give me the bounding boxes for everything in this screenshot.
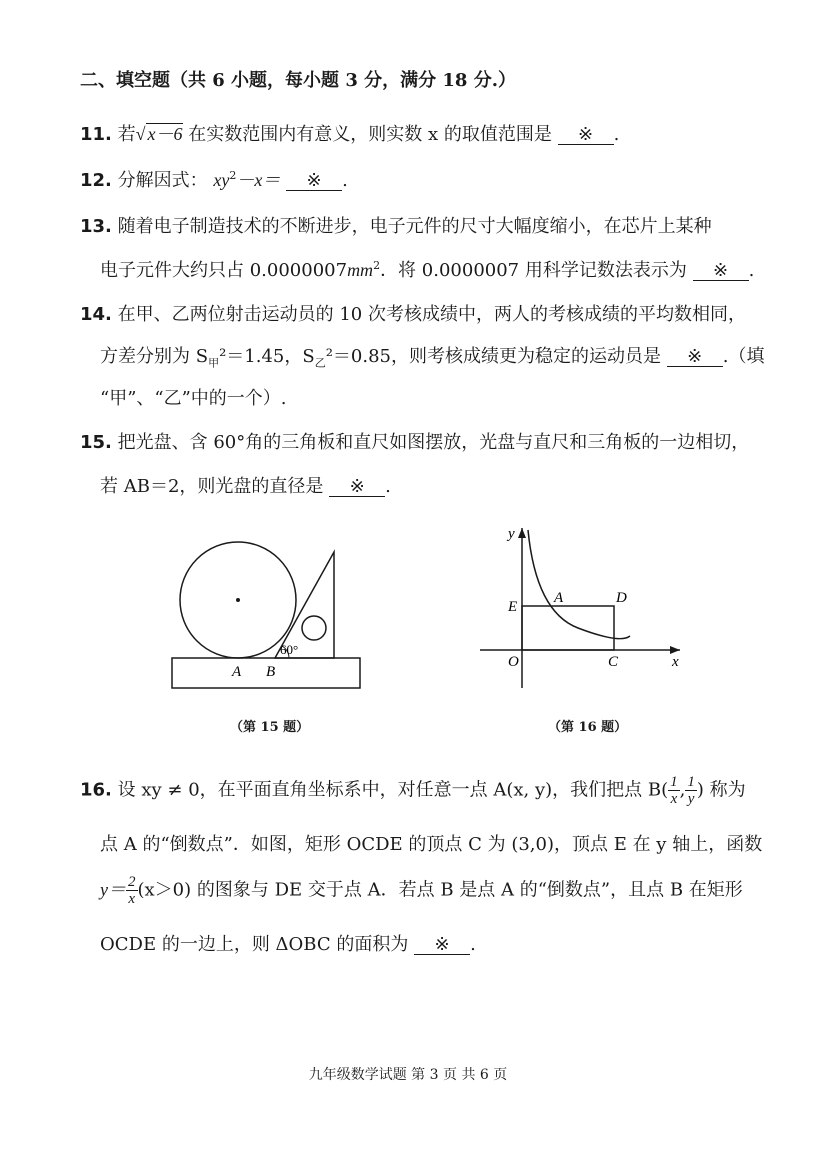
label-x: x <box>672 654 679 670</box>
question-text: 若 <box>117 124 136 145</box>
punctuation: . <box>385 476 391 497</box>
figure-16 <box>470 520 690 695</box>
math-expression: －x＝ <box>236 170 281 190</box>
radicand: x－6 <box>147 124 183 144</box>
question-15-line-1 <box>80 428 749 454</box>
math-expression: xy <box>213 170 230 190</box>
unit: mm <box>347 260 374 280</box>
question-number: 16. <box>80 779 112 801</box>
numerator: 1 <box>670 774 678 790</box>
question-13-line-1 <box>80 212 712 238</box>
angle-label: 60° <box>280 642 299 657</box>
question-text: y＝ <box>100 879 126 900</box>
radical-sign: √ <box>135 124 146 144</box>
question-text: 在甲、乙两位射击运动员的 10 次考核成绩中，两人的考核成绩的平均数相同， <box>117 304 746 325</box>
answer-blank: ※ <box>286 172 342 191</box>
figure-15-caption: （第 15 题） <box>230 720 310 735</box>
label-e: E <box>508 599 518 615</box>
question-text: OCDE 的一边上，则 ΔOBC 的面积为 <box>100 934 409 955</box>
question-text: ²＝0.85，则考核成绩更为稳定的运动员是 <box>325 346 661 367</box>
label-a: A <box>554 590 564 606</box>
question-text: ) 称为 <box>696 779 746 801</box>
y-axis-arrow <box>518 528 526 538</box>
subscript: 甲 <box>208 356 220 370</box>
punctuation: . <box>470 934 476 955</box>
question-number: 15. <box>80 432 112 453</box>
fraction <box>668 774 680 807</box>
punctuation: . <box>748 260 755 281</box>
answer-blank: ※ <box>558 126 614 145</box>
exponent: 2 <box>229 169 237 182</box>
question-text: 在实数范围内有意义，则实数 x 的取值范围是 <box>188 124 552 145</box>
figure-15 <box>160 540 380 700</box>
label-b: B <box>266 664 276 680</box>
question-number: 11. <box>80 124 112 145</box>
question-16-line-3 <box>100 874 743 907</box>
question-13-line-2 <box>100 256 754 282</box>
question-11 <box>80 120 619 146</box>
numerator: 2 <box>128 874 136 890</box>
question-number: 13. <box>80 216 112 237</box>
question-text: ．将 0.0000007 用科学记数法表示为 <box>380 260 687 281</box>
question-text: 若 AB＝2，则光盘的直径是 <box>100 476 324 497</box>
question-16-line-2: 点 A 的“倒数点”．如图，矩形 OCDE 的顶点 C 为 (3,0)，顶点 E 在 y 轴上，函数 <box>100 834 763 855</box>
answer-blank: ※ <box>414 936 470 955</box>
question-15-line-2 <box>100 472 391 498</box>
label-d: D <box>616 590 627 606</box>
question-number: 12. <box>80 170 112 191</box>
question-text: (x＞0) 的图象与 DE 交于点 A．若点 B 是点 A 的“倒数点”，且点 B 在矩形 <box>137 879 743 901</box>
exponent: 2 <box>373 259 381 272</box>
label-a: A <box>232 664 242 680</box>
question-text: 分解因式： <box>117 170 208 191</box>
label-c: C <box>608 654 619 670</box>
section-title: 二、填空题（共 6 小题，每小题 3 分，满分 18 分.） <box>80 70 516 91</box>
label-o: O <box>508 654 519 670</box>
question-14-line-3: “甲”、“乙”中的一个）. <box>100 388 287 409</box>
answer-blank: ※ <box>693 262 749 281</box>
page-footer: 九年级数学试题 第 3 页 共 6 页 <box>308 1067 508 1083</box>
label-y: y <box>508 526 515 542</box>
question-14-line-1 <box>80 300 746 326</box>
question-text: 把光盘、含 60°角的三角板和直尺如图摆放，光盘与直尺和三角板的一边相切， <box>117 432 750 453</box>
question-text: ²＝1.45，S <box>219 346 315 367</box>
denominator: x <box>670 791 678 807</box>
question-text: 设 xy ≠ 0，在平面直角坐标系中，对任意一点 A(x, y)，我们把点 B( <box>117 779 669 801</box>
question-12 <box>80 166 348 192</box>
question-number: 14. <box>80 304 112 325</box>
rectangle-ocde <box>522 606 614 650</box>
numerator: 1 <box>687 774 695 790</box>
question-16-line-4 <box>100 930 476 956</box>
x-axis-arrow <box>670 646 680 654</box>
denominator: x <box>128 891 136 907</box>
question-text: .（填 <box>722 346 765 367</box>
question-16-line-1: 16. 设 xy ≠ 0，在平面直角坐标系中，对任意一点 A(x, y)，我们把点 B( $\frac{1}{x}$ , $\frac{1}{y}$ ) 称为 <box>80 774 746 807</box>
question-14-line-2 <box>100 342 764 371</box>
figure-16-caption: （第 16 题） <box>548 720 628 735</box>
denominator: y <box>687 791 695 807</box>
question-text: 随着电子制造技术的不断进步，电子元件的尺寸大幅度缩小，在芯片上某种 <box>117 216 712 237</box>
fraction <box>685 774 697 807</box>
punctuation: . <box>613 124 620 145</box>
answer-blank: ※ <box>329 478 385 497</box>
punctuation: . <box>342 170 348 191</box>
triangle-hole <box>302 616 326 640</box>
question-text: 方差分别为 S <box>100 346 209 367</box>
subscript: 乙 <box>314 356 326 370</box>
answer-blank: ※ <box>667 348 723 367</box>
disc-center <box>236 598 240 602</box>
fraction <box>126 874 138 907</box>
question-text: 电子元件大约只占 0.0000007 <box>100 260 348 281</box>
